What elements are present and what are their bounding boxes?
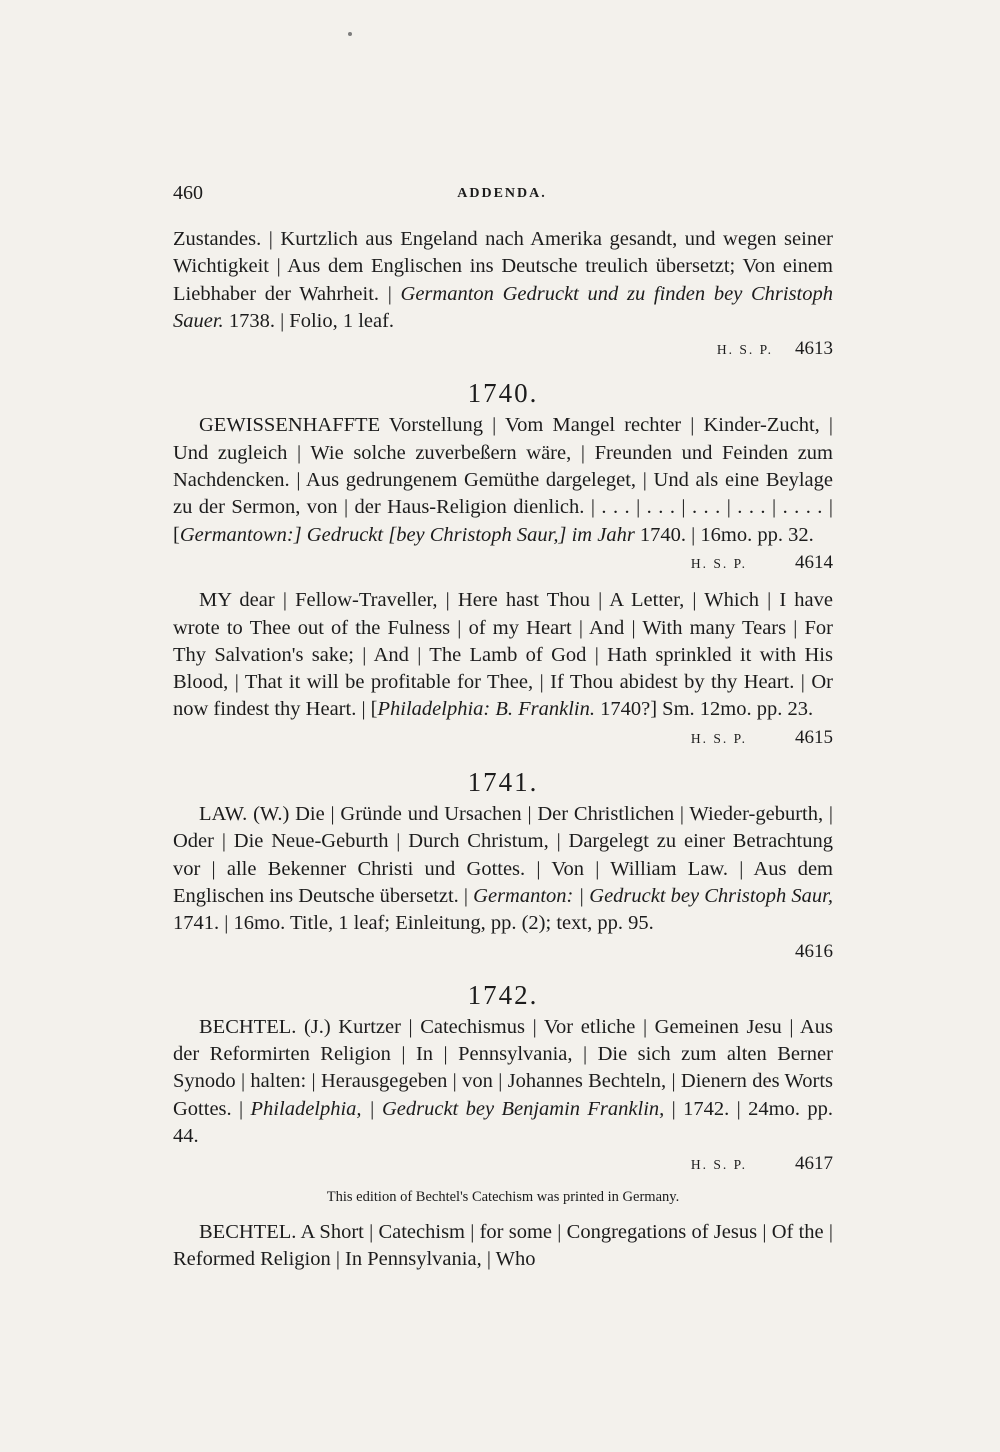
- entry-text: Zustandes. | Kurtzlich aus Engeland nach Amerika gesandt, und wegen seiner Wichtigkeit | Aus dem Englischen ins Deutsche treulich übersetzt; Von einem Liebhaber der Wahrheit. |: [173, 228, 833, 305]
- entry-number: 4613: [795, 338, 833, 360]
- entry-reference: [173, 938, 833, 965]
- entry-imprint: Germanton Gedruckt und zu finden bey Christoph Sauer.: [173, 282, 834, 332]
- entry-4615: [173, 587, 833, 752]
- entry-text: BECHTEL. (J.) Kurtzer | Catechismus | Vor etliche | Gemeinen Jesu | Aus der Reformirten Religion | In | Pennsylvania, | Die sich zum alten Berner Synodo | halten: | Herausgegeben | von | Johannes Bechteln, | Dienern des Worts Gottes. |: [173, 1015, 833, 1120]
- footnote: This edition of Bechtel's Catechism was printed in Germany.: [326, 1188, 680, 1205]
- entry-collation: 1740. | 16mo. pp. 32.: [634, 523, 814, 546]
- entry-collation: | 1742. | 24mo. pp. 44.: [173, 1097, 833, 1148]
- entry-4614: [173, 412, 833, 577]
- entry-bechtel-short-catechism: [173, 1219, 833, 1274]
- entry-text: LAW. (W.) Die | Gründe und Ursachen | Der Christlichen | Wieder-geburth, | Oder | Die Neue-Geburth | Durch Christum, | Dargelegt zu einer Betrachtung vor | alle Bekenner Christi und Gottes. | Von | William Law. | Aus dem Englischen ins Deutsche übersetzt. |: [173, 803, 833, 907]
- entry-number: 4617: [795, 1153, 833, 1175]
- page-number: 460: [173, 182, 203, 204]
- entry-number: 4616: [795, 940, 833, 962]
- entry-imprint: Philadelphia, | Gedruckt bey Benjamin Franklin,: [250, 1097, 665, 1120]
- entry-collation: 1741. | 16mo. Title, 1 leaf; Einleitung, pp. (2); text, pp. 95.: [173, 912, 654, 935]
- entry-reference: [173, 549, 833, 577]
- entry-text: MY dear | Fellow-Traveller, | Here hast Thou | A Letter, | Which | I have wrote to Thee out of the Fulness | of my Heart | And | With many Tears | For Thy Salvation's sake; | And | The Lamb of God | Hath sprinkled it with His Blood, | That it will be profitable for Thee, | If Thou abidest by thy Heart. | Or now findest thy Heart. | [: [173, 589, 833, 721]
- entry-text: BECHTEL. A Short | Catechism | for some | Congregations of Jesus | Of the | Reformed Religion | In Pennsylvania, | Who: [173, 1220, 833, 1270]
- entry-collation: 1740?] Sm. 12mo. pp. 23.: [595, 698, 814, 721]
- entry-reference: [173, 335, 833, 363]
- entry-4616: [173, 801, 833, 965]
- page-body: [173, 226, 833, 1273]
- library-siglum: H. S. P.: [690, 1157, 747, 1173]
- entry-collation: 1738. | Folio, 1 leaf.: [223, 309, 395, 332]
- library-siglum: H. S. P.: [716, 342, 773, 358]
- entry-number: 4614: [795, 551, 833, 573]
- library-siglum: H. S. P.: [690, 555, 747, 571]
- running-head: ADDENDA.: [457, 186, 547, 201]
- entry-imprint: Germanton: | Gedruckt bey Christoph Saur,: [473, 884, 833, 907]
- year-heading: 1741.: [467, 767, 539, 798]
- paper-speck: [348, 32, 352, 36]
- entry-reference: [173, 724, 833, 752]
- entry-text: GEWISSENHAFFTE Vorstellung | Vom Mangel rechter | Kinder-Zucht, | Und zugleich | Wie solche zuverbeßern wäre, | Freunden und Feinden zum Nachdencken. | Aus gedrungenem Gemüthe dargeleget, | Und als eine Beylage zu der Sermon, von | der Haus-Religion dienlich. | . . . | . . . | . . . | . . . | . . . . | [: [173, 414, 833, 546]
- year-heading: 1740.: [467, 378, 539, 409]
- entry-imprint: Philadelphia: B. Franklin.: [377, 698, 595, 721]
- year-heading: 1742.: [467, 979, 539, 1010]
- entry-4613: [173, 226, 833, 363]
- entry-imprint: Germantown:] Gedruckt [bey Christoph Saur,] im Jahr: [179, 523, 635, 546]
- library-siglum: H. S. P.: [690, 730, 747, 746]
- entry-reference: [173, 1150, 833, 1178]
- entry-number: 4615: [795, 726, 833, 748]
- entry-4617: [173, 1014, 833, 1179]
